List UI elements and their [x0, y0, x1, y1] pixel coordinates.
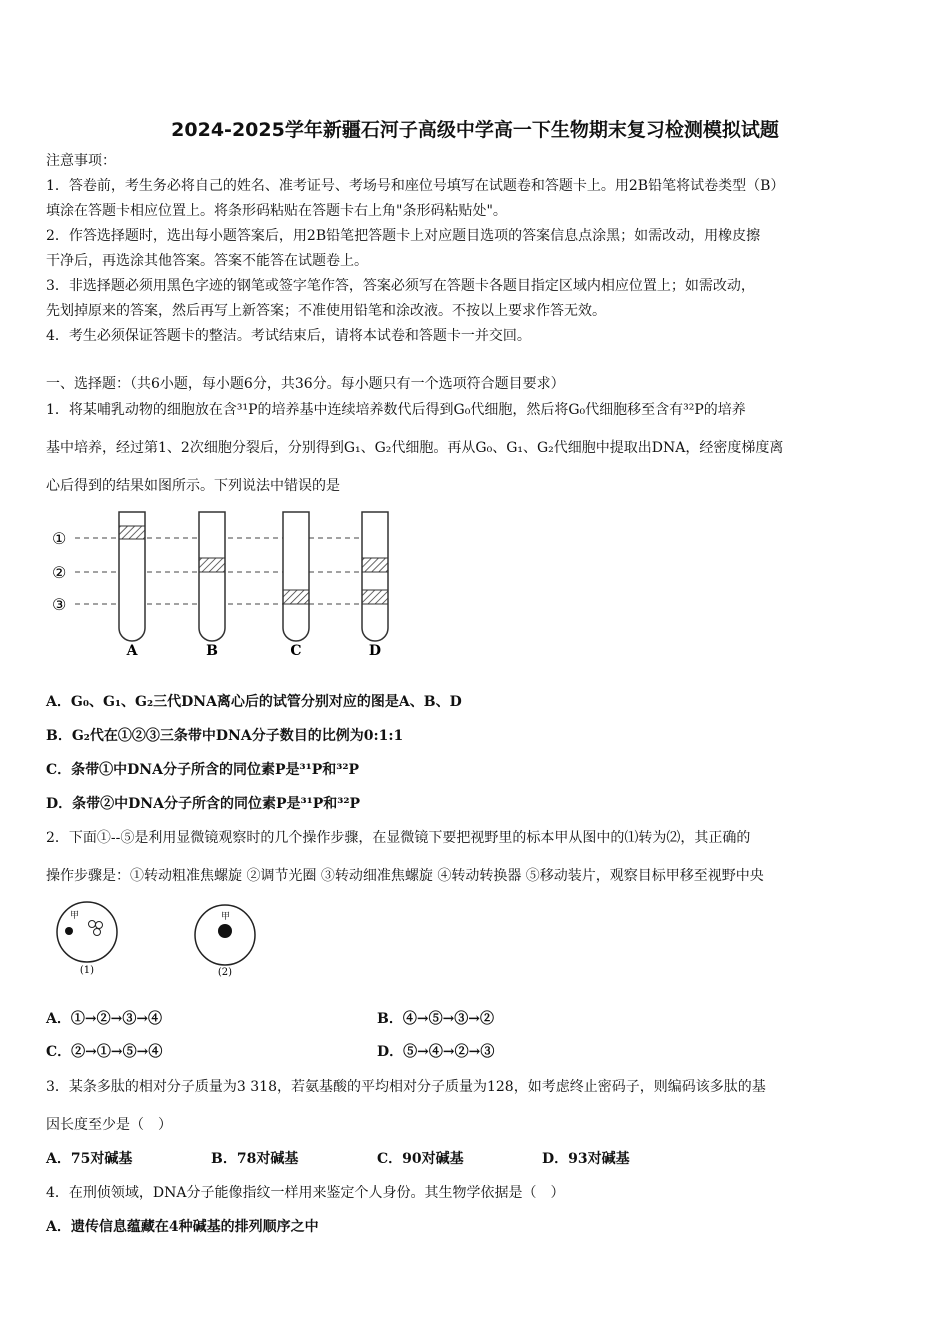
option-d: D．⑤→④→②→③ [377, 1044, 495, 1060]
tube-label: D [368, 643, 382, 659]
question-3-text: 因长度至少是（ ） [46, 1117, 172, 1133]
option-c: C．条带①中DNA分子所含的同位素P是³¹P和³²P [46, 762, 360, 778]
option-c: C．90对碱基 [377, 1151, 464, 1167]
option-b: B．78对碱基 [211, 1151, 299, 1167]
svg-text:(1): (1) [79, 965, 95, 976]
svg-text:甲: 甲 [70, 911, 80, 921]
option-a: A．G₀、G₁、G₂三代DNA离心后的试管分别对应的图是A、B、D [46, 694, 462, 710]
question-4-text: 4．在刑侦领域，DNA分子能像指纹一样用来鉴定个人身份。其生物学依据是（ ） [46, 1185, 565, 1201]
centrifuge-tubes-figure [40, 500, 420, 670]
option-b: B．G₂代在①②③三条带中DNA分子数目的比例为0:1:1 [46, 728, 404, 744]
question-1-text: 基中培养，经过第1、2次细胞分裂后，分别得到G₁、G₂代细胞。再从G₀、G₁、G₂代细胞中提取出DNA，经密度梯度离 [46, 440, 784, 456]
notice-line: 填涂在答题卡相应位置上。将条形码粘贴在答题卡右上角"条形码粘贴处"。 [46, 203, 507, 219]
notice-line: 2．作答选择题时，选出每小题答案后，用2B铅笔把答题卡上对应题目选项的答案信息点涂黑；如需改动，用橡皮擦 [46, 228, 761, 244]
band-label: ② [52, 563, 67, 582]
microscope-field-figure [40, 895, 300, 985]
option-a: A．①→②→③→④ [46, 1011, 163, 1027]
question-1-text: 心后得到的结果如图所示。下列说法中错误的是 [46, 478, 340, 494]
option-a: A．75对碱基 [46, 1151, 133, 1167]
option-b: B．④→⑤→③→② [377, 1011, 495, 1027]
svg-text:(2): (2) [217, 967, 233, 978]
option-c: C．②→①→⑤→④ [46, 1044, 163, 1060]
band-label: ③ [52, 595, 67, 614]
tube-label: C [290, 643, 302, 659]
option-d: D．93对碱基 [542, 1151, 630, 1167]
notice-line: 3．非选择题必须用黑色字迹的钢笔或签字笔作答，答案必须写在答题卡各题目指定区域内相应位置上；如需改动， [46, 278, 755, 294]
section-heading: 一、选择题：（共6小题，每小题6分，共36分。每小题只有一个选项符合题目要求） [46, 376, 565, 392]
tube-label: B [206, 643, 218, 659]
notice-line: 1．答卷前，考生务必将自己的姓名、准考证号、考场号和座位号填写在试题卷和答题卡上。用2B铅笔将试卷类型（B） [46, 178, 785, 194]
band-label: ① [52, 529, 67, 548]
question-1-text: 1．将某哺乳动物的细胞放在含³¹P的培养基中连续培养数代后得到G₀代细胞，然后将G₀代细胞移至含有³²P的培养 [46, 402, 746, 418]
tube-label: A [126, 643, 138, 659]
option-d: D．条带②中DNA分子所含的同位素P是³¹P和³²P [46, 796, 361, 812]
question-3-text: 3．某条多肽的相对分子质量为3 318，若氨基酸的平均相对分子质量为128，如考虑终止密码子，则编码该多肽的基 [46, 1079, 766, 1095]
notice-line: 干净后，再选涂其他答案。答案不能答在试题卷上。 [46, 253, 368, 269]
question-2-text: 操作步骤是：①转动粗准焦螺旋 ②调节光圈 ③转动细准焦螺旋 ④转动转换器 ⑤移动装片，观察目标甲移至视野中央 [46, 868, 764, 884]
question-2-text: 2．下面①--⑤是利用显微镜观察时的几个操作步骤，在显微镜下要把视野里的标本甲从图中的⑴转为⑵，其正确的 [46, 830, 751, 846]
notice-line: 4．考生必须保证答题卡的整洁。考试结束后，请将本试卷和答题卡一并交回。 [46, 328, 531, 344]
page-title: 2024-2025学年新疆石河子高级中学高一下生物期末复习检测模拟试题 [171, 119, 779, 141]
option-a: A．遗传信息蕴藏在4种碱基的排列顺序之中 [46, 1219, 319, 1235]
notice-heading: 注意事项： [46, 153, 116, 169]
svg-text:甲: 甲 [221, 912, 231, 922]
notice-line: 先划掉原来的答案，然后再写上新答案；不准使用铅笔和涂改液。不按以上要求作答无效。 [46, 303, 606, 319]
